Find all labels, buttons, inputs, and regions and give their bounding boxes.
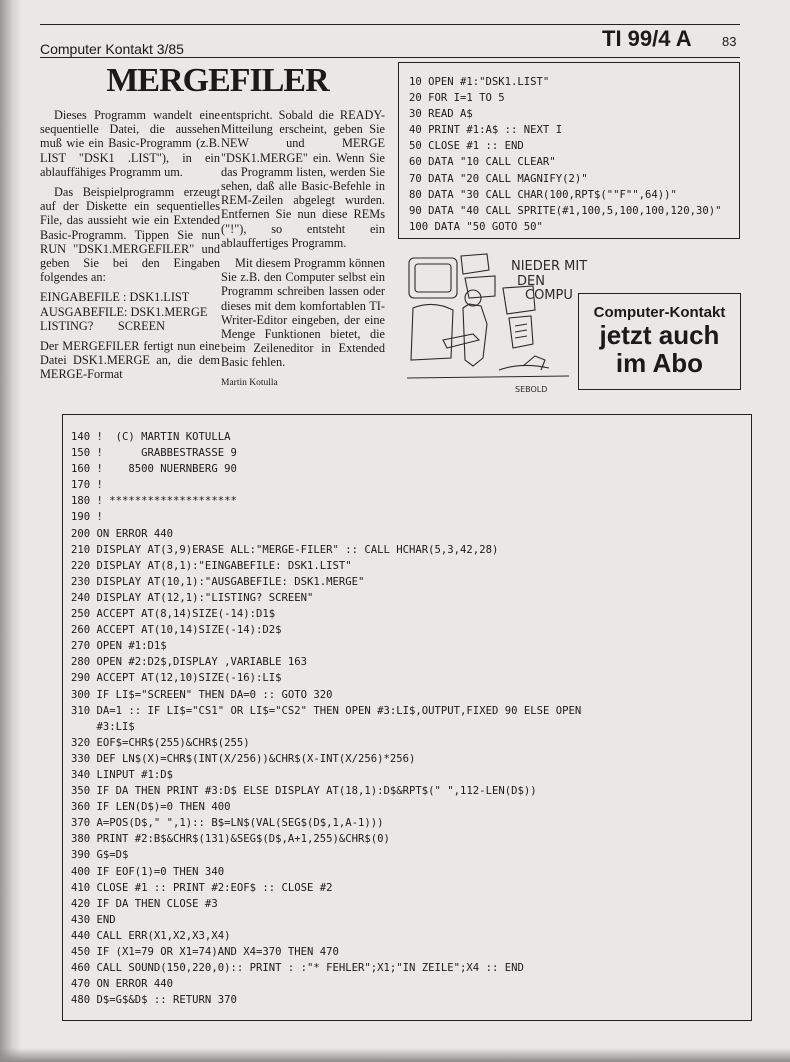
code-line: 470 ON ERROR 440 xyxy=(71,978,174,991)
code-line: 390 G$=D$ xyxy=(71,849,129,862)
code-line: 20 FOR I=1 TO 5 xyxy=(409,92,505,105)
code-line: 190 ! xyxy=(71,511,103,524)
code-line: 220 DISPLAY AT(8,1):"EINGABEFILE: DSK1.LIST" xyxy=(71,559,352,572)
ad-headline-2: im Abo xyxy=(615,348,704,378)
code-line: 240 DISPLAY AT(12,1):"LISTING? SCREEN" xyxy=(71,591,314,604)
paragraph: Dieses Programm wandelt eine sequentielle Datei, die aussehen muß wie ein Basic-Programm (z.B. LIST "DSK1 .LIST"), in ein ablauffähiges Programm um. xyxy=(40,108,220,179)
section-title: TI 99/4 A xyxy=(602,26,692,51)
paragraph: Das Beispielprogramm erzeugt auf der Diskette ein sequentielles File, das aussieht wie ein Extended Basic-Programm. Tippen Sie nun RUN "DSK1.MERGEFILER" und geben Sie bei den Eingaben folgendes an: xyxy=(40,185,220,285)
code-line: 140 ! (C) MARTIN KOTULLA xyxy=(71,431,231,443)
code-line: 350 IF DA THEN PRINT #3:D$ ELSE DISPLAY AT(18,1):D$&RPT$(" ",112-LEN(D$)) xyxy=(71,785,537,798)
cartoon-caption: NIEDER MIT DEN COMPU xyxy=(511,259,588,303)
code-line: 40 PRINT #1:A$ :: NEXT I xyxy=(409,124,563,137)
code-line: 10 OPEN #1:"DSK1.LIST" xyxy=(409,76,550,88)
code-line: 170 ! xyxy=(71,479,103,492)
code-line: 230 DISPLAY AT(10,1):"AUSGABEFILE: DSK1.MERGE" xyxy=(71,575,365,588)
code-line: 460 CALL SOUND(150,220,0):: PRINT : :"* FEHLER";X1;"IN ZEILE";X4 :: END xyxy=(71,962,524,975)
code-line: 320 EOF$=CHR$(255)&CHR$(255) xyxy=(71,736,250,749)
cartoon-tape-drive xyxy=(461,254,489,274)
author: Martin Kotulla xyxy=(221,377,278,388)
program-listing-box xyxy=(62,414,752,1021)
example-code-box xyxy=(398,62,740,239)
subscription-ad xyxy=(578,293,741,390)
code-line: 360 IF LEN(D$)=0 THEN 400 xyxy=(71,801,231,814)
code-line: 150 ! GRABBESTRASSE 9 xyxy=(71,447,237,460)
code-line: 370 A=POS(D$," ",1):: B$=LN$(VAL(SEG$(D$,1,A-1))) xyxy=(71,817,384,830)
paragraph: Mit diesem Programm können Sie z.B. den Computer selbst ein Programm schreiben lassen oder dieses mit dem komfortablen TI-Writer-Editor eingeben, der eine Menge Funktionen bietet, die beim Zeileneditor in Extended Basic fehlen. xyxy=(221,256,385,370)
code-line: 200 ON ERROR 440 xyxy=(71,527,174,540)
code-line: 450 IF (X1=79 OR X1=74)AND X4=370 THEN 470 xyxy=(71,946,339,958)
code-line: 70 DATA "20 CALL MAGNIFY(2)" xyxy=(409,172,588,185)
example-line: EINGABEFILE : DSK1.LIST xyxy=(40,290,190,305)
input-example xyxy=(40,290,220,333)
code-line: 210 DISPLAY AT(3,9)ERASE ALL:"MERGE-FILER" :: CALL HCHAR(5,3,42,28) xyxy=(71,543,499,556)
code-line: 330 DEF LN$(X)=CHR$(INT(X/256))&CHR$(X-INT(X/256)*256) xyxy=(71,752,416,765)
code-line: 100 DATA "50 GOTO 50" xyxy=(409,220,543,233)
ad-brand: Computer-Kontakt xyxy=(593,304,726,321)
code-line: 260 ACCEPT AT(10,14)SIZE(-14):D2$ xyxy=(71,624,282,637)
code-line: 90 DATA "40 CALL SPRITE(#1,100,5,100,100,120,30)" xyxy=(409,204,722,217)
code-line: 440 CALL ERR(X1,X2,X3,X4) xyxy=(71,929,231,942)
article-title: MERGEFILER xyxy=(106,62,329,99)
example-line: AUSGABEFILE: DSK1.MERGE xyxy=(40,304,208,319)
code-line: 250 ACCEPT AT(8,14)SIZE(-14):D1$ xyxy=(71,608,276,621)
cartoon-rifle xyxy=(443,334,479,348)
code-line: 340 LINPUT #1:D$ xyxy=(71,768,174,781)
code-line: 400 IF EOF(1)=0 THEN 340 xyxy=(71,865,225,878)
cartoon-illustration xyxy=(403,248,588,396)
code-line: 50 CLOSE #1 :: END xyxy=(409,140,524,153)
example-line: LISTING? SCREEN xyxy=(40,318,166,333)
code-line: 280 OPEN #2:D2$,DISPLAY ,VARIABLE 163 xyxy=(71,656,307,669)
example-code-listing xyxy=(409,74,722,235)
article-column-1 xyxy=(40,108,220,388)
code-line: 270 OPEN #1:D1$ xyxy=(71,640,167,653)
paragraph: Der MERGEFILER fertigt nun eine Datei DSK1.MERGE an, die dem MERGE-Format xyxy=(40,339,220,382)
cartoon-mouse xyxy=(523,356,545,370)
code-line: 380 PRINT #2:B$&CHR$(131)&SEG$(D$,A+1,255)&CHR$(0) xyxy=(71,833,390,846)
page-number: 83 xyxy=(722,34,737,49)
program-listing xyxy=(71,429,581,1008)
code-line: 410 CLOSE #1 :: PRINT #2:EOF$ :: CLOSE #2 xyxy=(71,881,333,894)
page-bottom-shadow xyxy=(0,1048,790,1062)
header-rule xyxy=(40,57,740,58)
page-edge-shadow xyxy=(0,0,22,1062)
cartoon-console xyxy=(411,304,453,360)
code-line: 300 IF LI$="SCREEN" THEN DA=0 :: GOTO 320 xyxy=(71,688,333,701)
header-top-rule xyxy=(40,24,740,25)
code-line: 420 IF DA THEN CLOSE #3 xyxy=(71,897,218,910)
code-line: 480 D$=G$&D$ :: RETURN 370 xyxy=(71,994,237,1007)
code-line: 290 ACCEPT AT(12,10)SIZE(-16):LI$ xyxy=(71,672,282,685)
cartoon-signature: SEBOLD xyxy=(515,385,548,394)
ad-headline-1: jetzt auch xyxy=(599,320,720,350)
code-line: 180 ! ******************** xyxy=(71,495,237,508)
code-line: 30 READ A$ xyxy=(409,108,473,121)
paragraph: entspricht. Sobald die READY-Mitteilung erscheint, geben Sie NEW und MERGE "DSK1.MERGE" ein. Wenn Sie das Programm listen, werden Sie sehen, daß alle Basic-Befehle in REM-Zeilen abgelegt wurden. Entfernen Sie nun diese REMs ("!"), so entsteht ein ablauffertiges Programm. xyxy=(221,108,385,250)
code-line: 160 ! 8500 NUERNBERG 90 xyxy=(71,463,237,476)
code-line: 430 END xyxy=(71,913,116,926)
code-line: #3:LI$ xyxy=(96,720,135,733)
article-column-2 xyxy=(221,108,385,390)
magazine-issue: Computer Kontakt 3/85 xyxy=(40,41,184,57)
code-line: 310 DA=1 :: IF LI$="CS1" OR LI$="CS2" THEN OPEN #3:LI$,OUTPUT,FIXED 90 ELSE OPEN xyxy=(71,704,582,717)
code-line: 60 DATA "10 CALL CLEAR" xyxy=(409,156,556,169)
code-line: 80 DATA "30 CALL CHAR(100,RPT$(""F"",64))" xyxy=(409,188,677,201)
